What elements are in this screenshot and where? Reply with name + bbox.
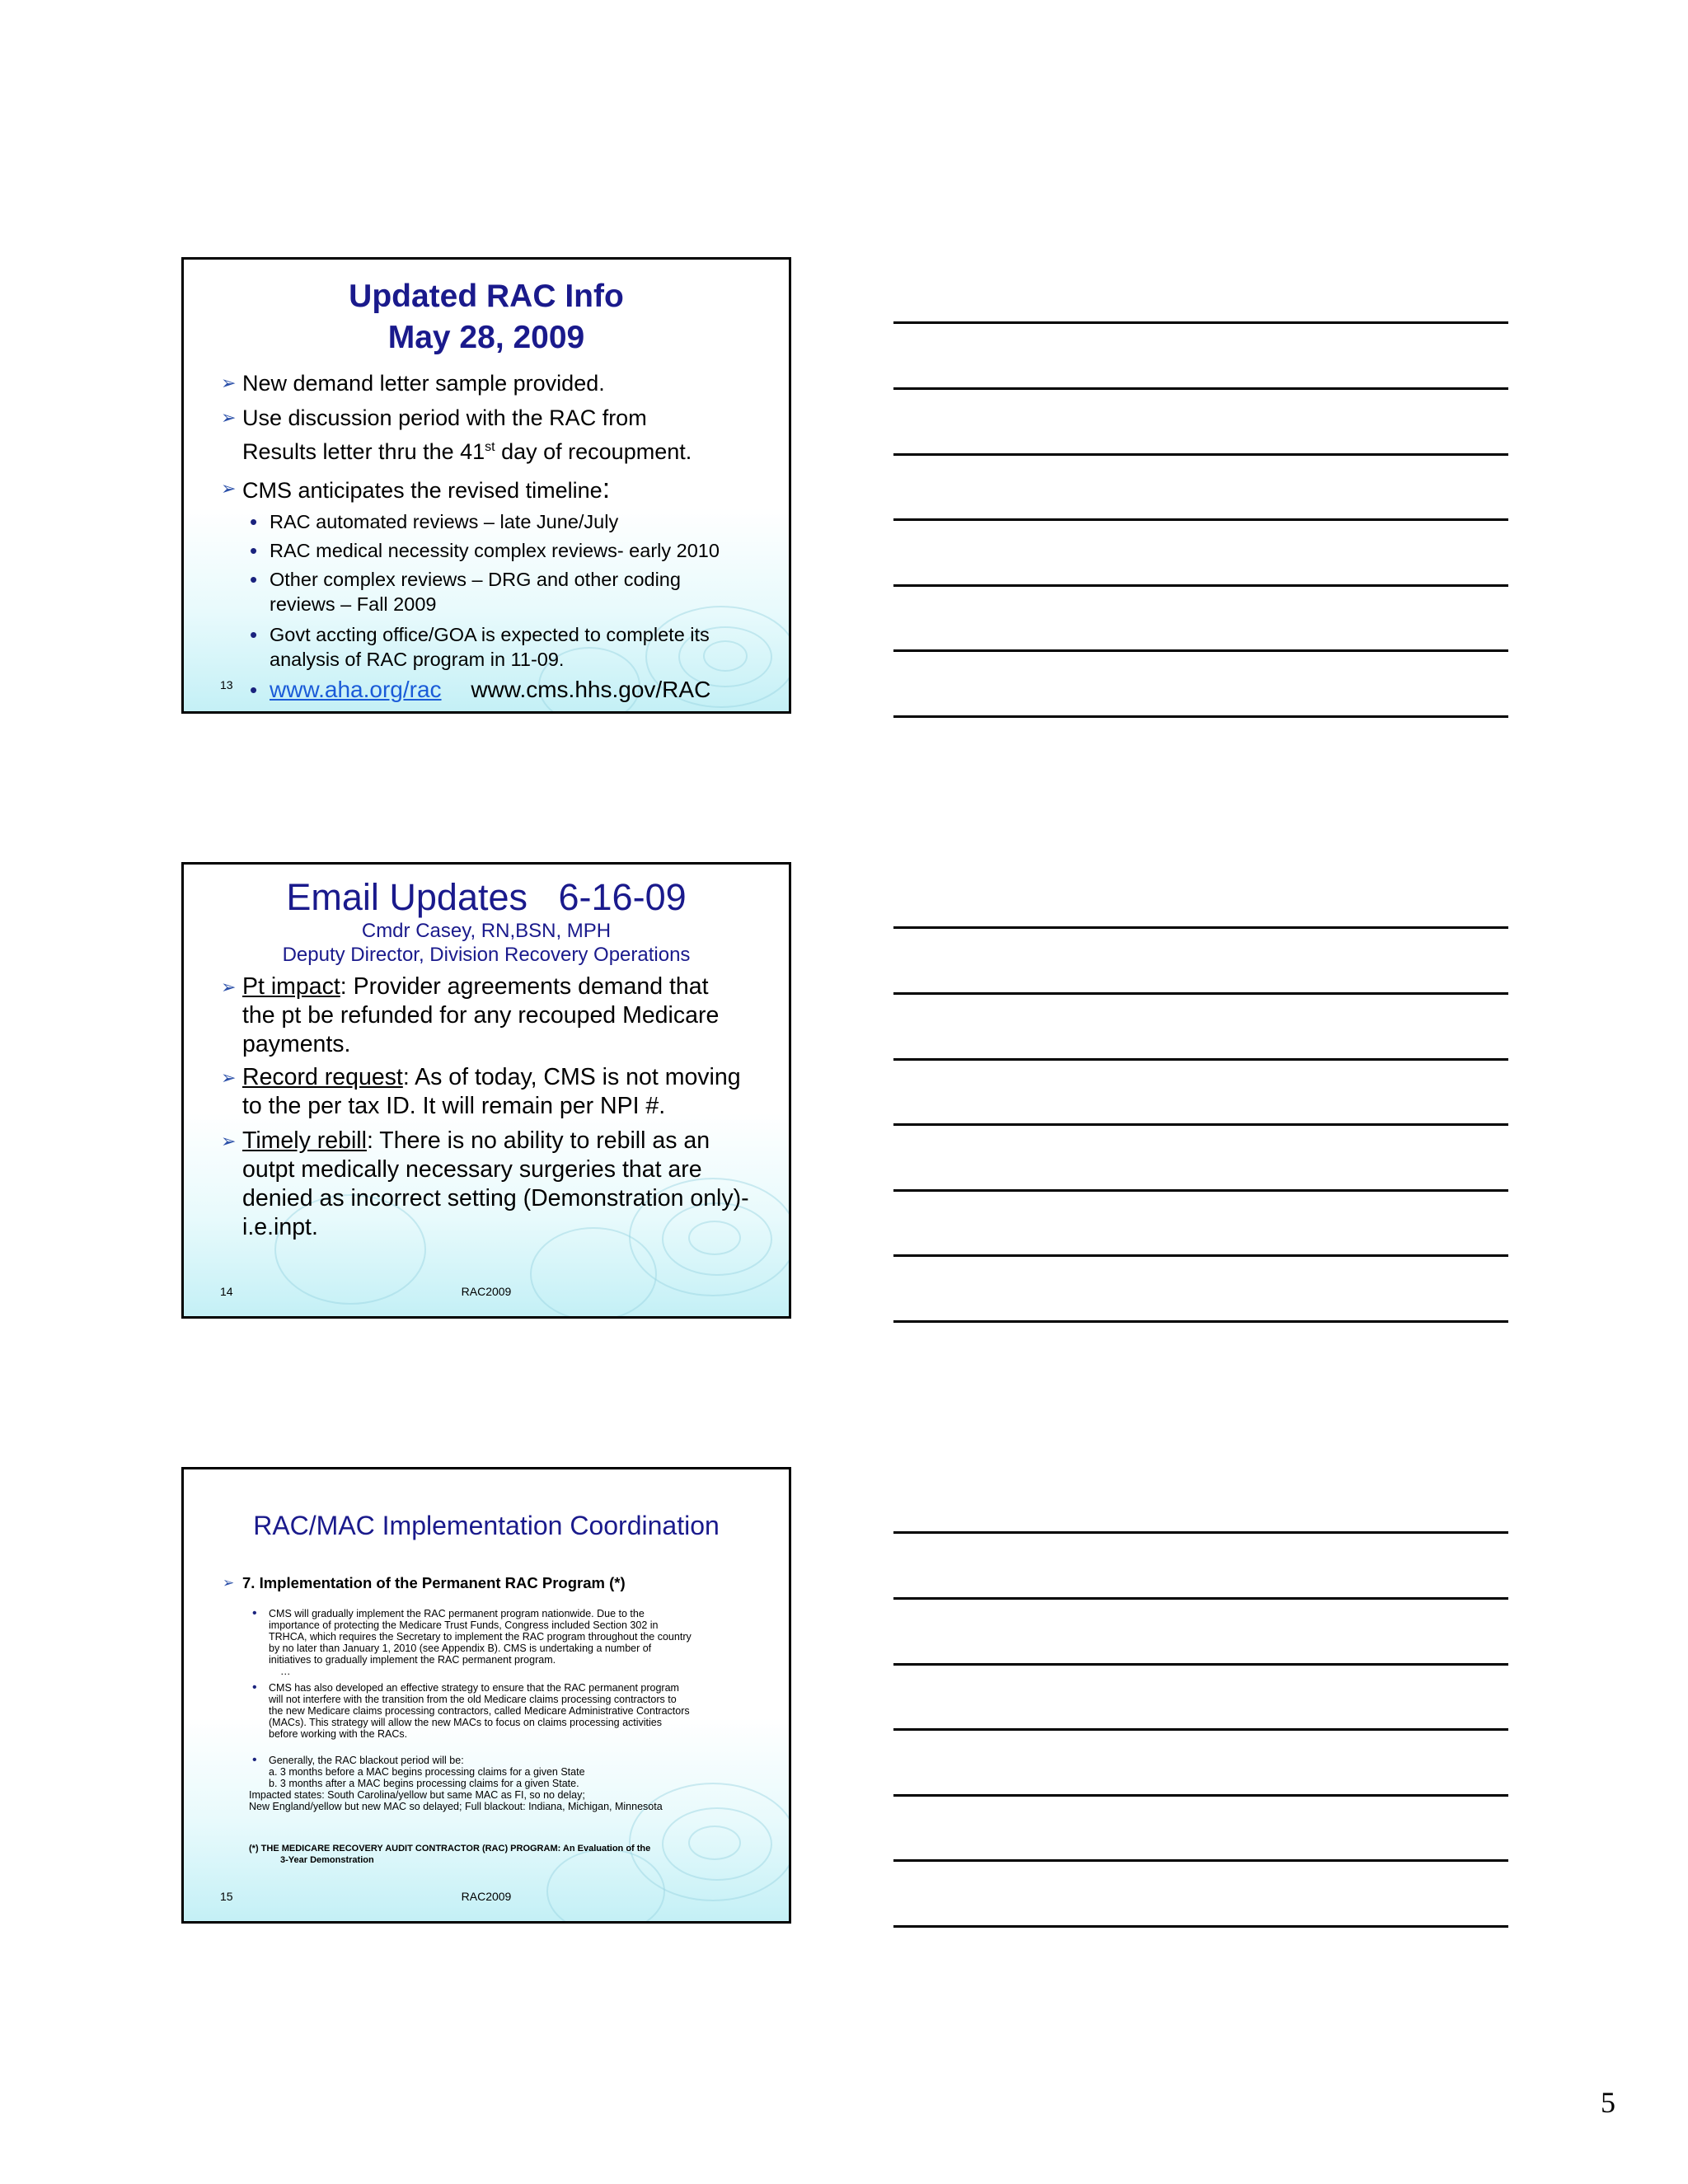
paragraph-strategy: • CMS has also developed an effective strategy to ensure that the RAC permanent program will not interfere with the transition from the old Medicare claims processing contractors to the new Medicare claims processing contractors, called Medicare Administrative Contractors (MACs). This strategy will allow the new MACs to focus on claims processing activities before working with the RACs. [252,1680,690,1740]
slide-13 [181,257,791,714]
source-citation: (*) THE MEDICARE RECOVERY AUDIT CONTRACTOR (RAC) PROGRAM: An Evaluation of the 3-Year Demonstration [249,1844,651,1865]
note-line [893,1320,1508,1323]
slide-footer: RAC2009 [461,1890,512,1903]
note-line [893,1859,1508,1862]
sub-bullet-medical-necessity: • RAC medical necessity complex reviews- early 2010 [250,538,720,563]
note-line [893,1794,1508,1797]
paragraph-blackout: • Generally, the RAC blackout period will be: a. 3 months before a MAC begins processing claims for a given State b. 3 months after a MAC begins processing claims for a given State. [252,1753,585,1789]
title-line-2: May 28, 2009 [387,320,585,355]
note-line [893,649,1508,652]
arrow-bullet-icon: ➢ [221,977,237,997]
bullet-revised-timeline: ➢ CMS anticipates the revised timeline: [221,473,611,504]
slide-14 [181,862,791,1319]
dot-bullet-icon: • [250,509,258,534]
page-number: 5 [1601,2086,1615,2119]
section-heading: ➢ 7. Implementation of the Permanent RAC Program (*) [223,1574,626,1591]
bullet-discussion-period: ➢ Use discussion period with the RAC from Results letter thru the 41st day of recoupment. [242,403,692,466]
slide-footer: RAC2009 [461,1285,512,1298]
dot-bullet-icon: • [252,1680,257,1694]
note-line [893,1663,1508,1666]
note-line [893,1728,1508,1731]
slide-number: 14 [220,1285,233,1298]
arrow-bullet-icon: ➢ [221,478,237,499]
slide-subtitle-2: Deputy Director, Division Recovery Operations [282,944,691,966]
note-line [893,1531,1508,1534]
dot-bullet-icon: • [252,1753,257,1767]
aha-link[interactable]: www.aha.org/rac [270,677,442,702]
arrow-bullet-icon: ➢ [223,1575,235,1591]
slide-title: RAC/MAC Implementation Coordination [253,1511,720,1540]
note-line [893,453,1508,456]
dot-bullet-icon: • [250,567,258,592]
note-line [893,1189,1508,1192]
dot-bullet-icon: • [252,1606,257,1620]
note-line [893,926,1508,929]
dot-bullet-icon: • [250,677,258,702]
note-line [893,584,1508,587]
slide-15 [181,1467,791,1924]
arrow-bullet-icon: ➢ [221,407,237,428]
paragraph-gradual-implementation: • CMS will gradually implement the RAC permanent program nationwide. Due to the importance of protecting the Medicare Trust Funds, Congress included Section 302 in TRHCA, which requires the Secretary to implement the RAC program throughout the country by no later than January 1, 2010 (see Appendix B). CMS is undertaking a number of initiatives to gradually implement the RAC permanent program. … [252,1606,692,1677]
note-line [893,1925,1508,1928]
note-line [893,518,1508,521]
slide-subtitle-1: Cmdr Casey, RN,BSN, MPH [361,920,612,942]
slide-title [184,276,789,359]
sub-bullet-goa: • Govt accting office/GOA is expected to complete its analysis of RAC program in 11-09. [250,622,710,670]
arrow-bullet-icon: ➢ [221,1131,237,1151]
links-row [250,676,711,704]
sub-bullet-complex-reviews: • Other complex reviews – DRG and other coding reviews – Fall 2009 [250,567,681,615]
arrow-bullet-icon: ➢ [221,373,237,393]
note-line [893,1597,1508,1600]
bullet-demand-letter: ➢ New demand letter sample provided. [242,368,605,398]
note-line [893,715,1508,718]
note-line [893,992,1508,995]
bullet-pt-impact: ➢ Pt impact: Provider agreements demand that the pt be refunded for any recouped Medicare payments. [221,973,720,1057]
sub-bullet-automated: • RAC automated reviews – late June/July [250,509,619,534]
cms-url: www.cms.hhs.gov/RAC [471,677,711,702]
bullet-timely-rebill: ➢ Timely rebill: There is no ability to rebill as an outpt medically necessary surgeries that are denied as incorrect setting (Demonstration only)- i.e.inpt. [221,1127,749,1240]
dot-bullet-icon: • [250,622,258,647]
title-line-1: Updated RAC Info [349,279,624,314]
note-line [893,1058,1508,1061]
arrow-bullet-icon: ➢ [221,1067,237,1088]
slide-number: 13 [220,678,233,691]
note-line [893,321,1508,324]
bullet-record-request: ➢ Record request: As of today, CMS is not moving to the per tax ID. It will remain per NPI #. [221,1064,741,1119]
note-line [893,1254,1508,1257]
impacted-states: Impacted states: South Carolina/yellow but same MAC as FI, so no delay; New England/yellow but new MAC so delayed; Full blackout: Indiana, Michigan, Minnesota [249,1789,663,1812]
dot-bullet-icon: • [250,538,258,563]
note-line [893,1123,1508,1126]
slide-title: Email Updates 6-16-09 [286,876,687,918]
note-line [893,387,1508,390]
slide-number: 15 [220,1890,233,1903]
